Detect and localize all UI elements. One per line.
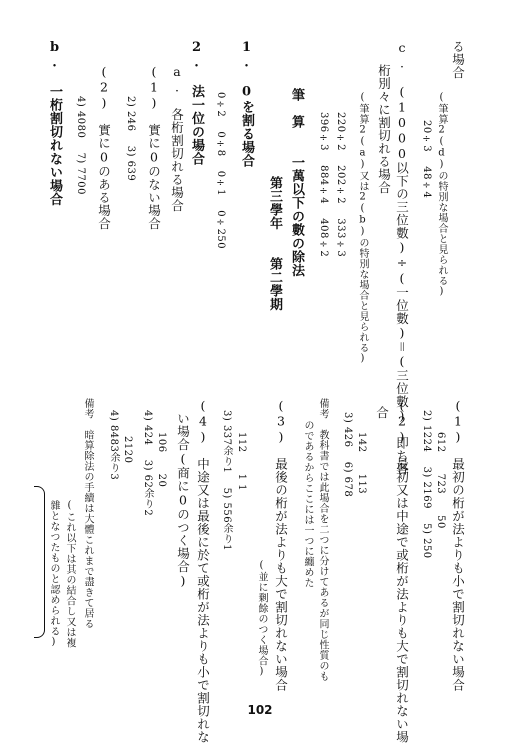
line-divisions-3: 3) 337余り1 5) 556余り1 (221, 410, 232, 551)
item-2-heading: 2. 法一位の場合 (189, 40, 204, 166)
line-note-1a: 備考 教科書では此場合を二つに分けてあるが同じ性質のも (317, 398, 328, 682)
line-case-4-cont: い場合(商に0のつく場合) (175, 412, 191, 589)
line-cont-header: る場合 (450, 40, 466, 79)
item-2a2-heading: (2) 實に0のある場合 (96, 64, 112, 230)
line-examples-b: 20÷3 48÷4 (421, 120, 432, 199)
line-heading-c-note: (筆算2(a)又は2(b)の特別な場合と見られる) (357, 92, 368, 365)
item-2a2-examples: 4) 4080 7) 7700 (75, 96, 86, 195)
line-quotients-4: 106 20 (156, 432, 167, 488)
section-title: 筆 算 一萬以下の數の除法 (289, 88, 304, 277)
line-divisions-4: 4) 424 3) 62余り2 (142, 410, 153, 517)
line-quotients-3: 112 1 1 (236, 432, 247, 491)
item-2a1-heading: (1) 實に0のない場合 (146, 64, 162, 230)
line-note-2: 備考 暗算除法の手續は大體これまで盡きて居る (82, 398, 93, 629)
item-1-examples: 0÷2 0÷8 0÷1 0÷250 (215, 92, 226, 250)
line-examples-c-2: 396÷3 884÷4 408÷2 (318, 112, 329, 258)
item-2a1-examples: 2) 246 3) 639 (125, 96, 136, 182)
line-division-5: 4) 8483余り3 (108, 410, 119, 481)
page-number: 102 (247, 703, 273, 717)
item-1-heading: 1. 0を割る場合 (239, 40, 254, 168)
line-note-2-sub-a: (これ以下は其の結合し又は複 (64, 500, 75, 648)
line-heading-c: c. (1000以下の三位數)÷(一位數)＝(三位數) 即ち各 (394, 40, 410, 476)
line-cont-note: (筆算2(d)の特別な場合と見られる) (436, 92, 447, 298)
item-2a-heading: a. 各桁割切れる場合 (169, 64, 185, 212)
line-quotients-1: 612 723 50 (435, 432, 446, 529)
line-divisions-2: 3) 426 6) 678 (342, 412, 353, 498)
line-quotients-2: 142 113 (356, 432, 367, 495)
line-note-1b: のであるからここには一つに纏めた (302, 420, 313, 588)
line-case-4: (4) 中途又は最後に於て或桁が法よりも小で割切れな (195, 398, 211, 744)
line-divisions-1: 2) 1224 3) 2169 5) 250 (421, 410, 432, 559)
line-case-2: (2) 最初又は中途で或桁が法よりも大で割切れない場 (394, 398, 410, 744)
line-examples-c-1: 220÷2 202÷2 333÷3 (335, 112, 346, 258)
item-2b-heading: b. 一桁割切れない場合 (47, 40, 62, 206)
line-quotient-5: 2120 (122, 436, 133, 464)
line-heading-c-cont: 桁別々に割切れる場合 (376, 64, 392, 194)
section-subtitle: 第三學年 第二學期 (267, 176, 282, 311)
line-case-1: (1) 最初の桁が法よりも小で割切れない場合 (450, 398, 466, 692)
line-case-2-cont: 合 (374, 406, 390, 419)
closing-bracket (34, 486, 45, 638)
line-note-2-sub-b: 雜となつたものと認められる) (48, 500, 59, 648)
line-case-3-note: (並に剰餘のつく場合) (256, 560, 267, 678)
line-case-3: (3) 最後の桁が法よりも大で割切れない場合 (273, 398, 289, 692)
